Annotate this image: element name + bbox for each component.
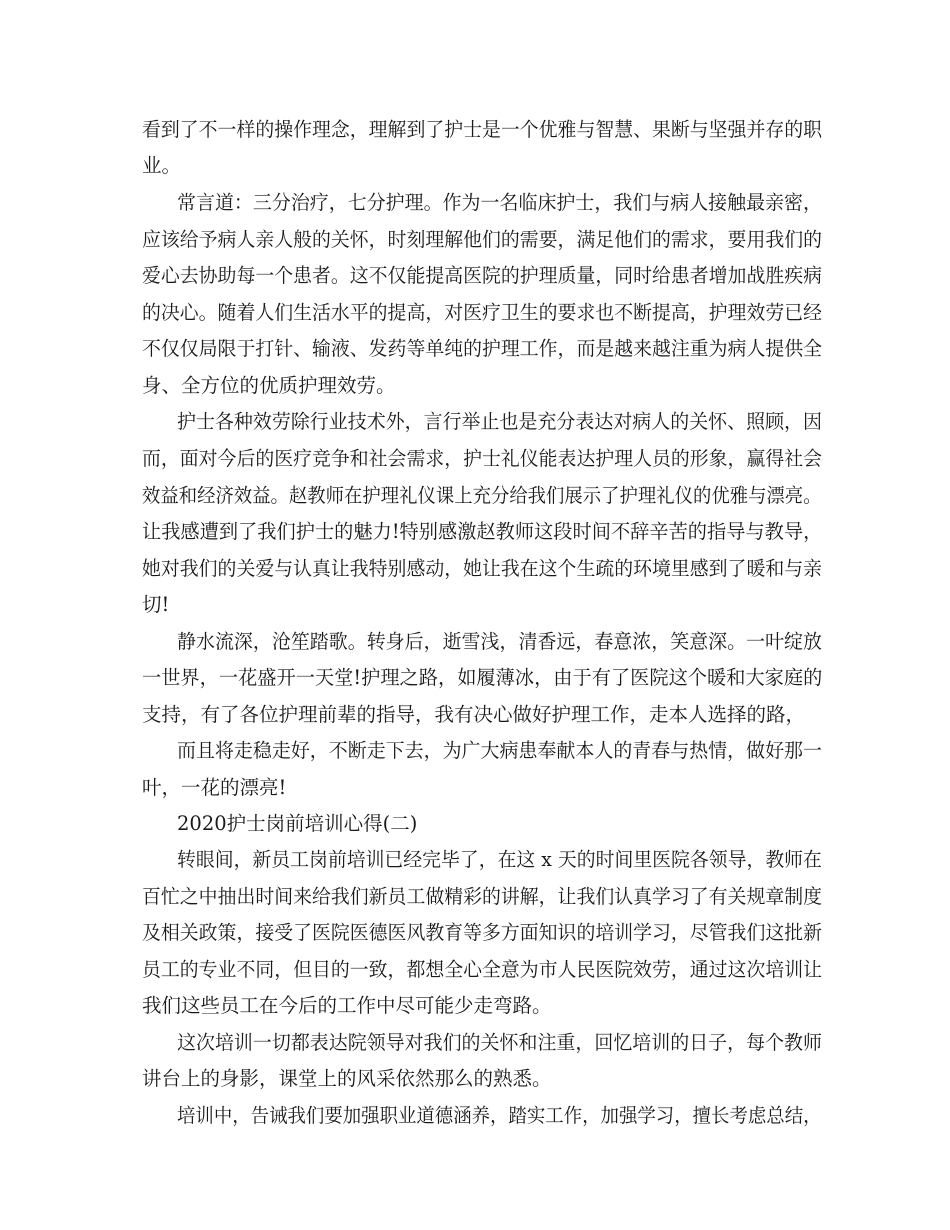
text-line: 静水流深，沧笙踏歌。转身后，逝雪浅，清香远，春意浓，笑意深。一叶绽放 <box>177 630 823 653</box>
text-line: 而且将走稳走好，不断走下去，为广大病患奉献本人的青春与热情，做好那一 <box>177 739 823 762</box>
text-line: 她对我们的关爱与认真让我特别感动，她让我在这个生疏的环境里感到了暖和与亲 <box>142 557 823 580</box>
text-line: 一世界，一花盛开一天堂!护理之路，如履薄冰，由于有了医院这个暖和大家庭的 <box>142 666 823 689</box>
text-line: 护士各种效劳除行业技术外，言行举止也是充分表达对病人的关怀、照顾，因 <box>177 410 823 433</box>
text-line: 常言道：三分治疗，七分护理。作为一名临床护士，我们与病人接触最亲密， <box>177 191 823 214</box>
text-line: 而，面对今后的医疗竞争和社会需求，护士礼仪能表达护理人员的形象，赢得社会 <box>142 447 823 470</box>
text-line: 转眼间，新员工岗前培训已经完毕了，在这 x 天的时间里医院各领导，教师在 <box>177 848 822 871</box>
text-line: 的决心。随着人们生活水平的提高，对医疗卫生的要求也不断提高，护理效劳已经 <box>142 301 823 324</box>
text-line: 切! <box>142 593 170 616</box>
text-line: 身、全方位的优质护理效劳。 <box>142 374 396 397</box>
text-line: 爱心去协助每一个患者。这不仅能提高医院的护理质量，同时给患者增加战胜疾病 <box>142 264 823 287</box>
text-line: 叶，一花的漂亮! <box>142 776 287 799</box>
text-line: 效益和经济效益。赵教师在护理礼仪课上充分给我们展示了护理礼仪的优雅与漂亮。 <box>142 484 822 507</box>
text-line: 及相关政策，接受了医院医德医风教育等多方面知识的培训学习，尽管我们这批新 <box>142 921 823 944</box>
text-line: 不仅仅局限于打针、输液、发药等单纯的护理工作，而是越来越注重为病人提供全 <box>142 337 823 360</box>
text-line: 培训中，告诫我们要加强职业道德涵养，踏实工作，加强学习，擅长考虑总结， <box>177 1104 822 1127</box>
text-line: 应该给予病人亲人般的关怀，时刻理解他们的需要，满足他们的需求，要用我们的 <box>142 228 823 251</box>
text-line: 百忙之中抽出时间来给我们新员工做精彩的讲解，让我们认真学习了有关规章制度 <box>142 885 823 908</box>
text-line: 讲台上的身影，课堂上的风采依然那么的熟悉。 <box>142 1067 552 1090</box>
text-line: 业。 <box>142 154 182 177</box>
text-line: 我们这些员工在今后的工作中尽可能少走弯路。 <box>142 994 552 1017</box>
section-heading: 2020护士岗前培训心得(二) <box>177 812 418 835</box>
text-line: 员工的专业不同，但目的一致，都想全心全意为市人民医院效劳，通过这次培训让 <box>142 958 823 981</box>
text-line: 支持，有了各位护理前辈的指导，我有决心做好护理工作，走本人选择的路， <box>142 703 806 726</box>
text-line: 看到了不一样的操作理念，理解到了护士是一个优雅与智慧、果断与坚强并存的职 <box>142 118 823 141</box>
text-line: 这次培训一切都表达院领导对我们的关怀和注重，回忆培训的日子，每个教师 <box>177 1031 823 1054</box>
text-line: 让我感遭到了我们护士的魅力!特别感激赵教师这段时间不辞辛苦的指导与教导， <box>142 520 823 543</box>
